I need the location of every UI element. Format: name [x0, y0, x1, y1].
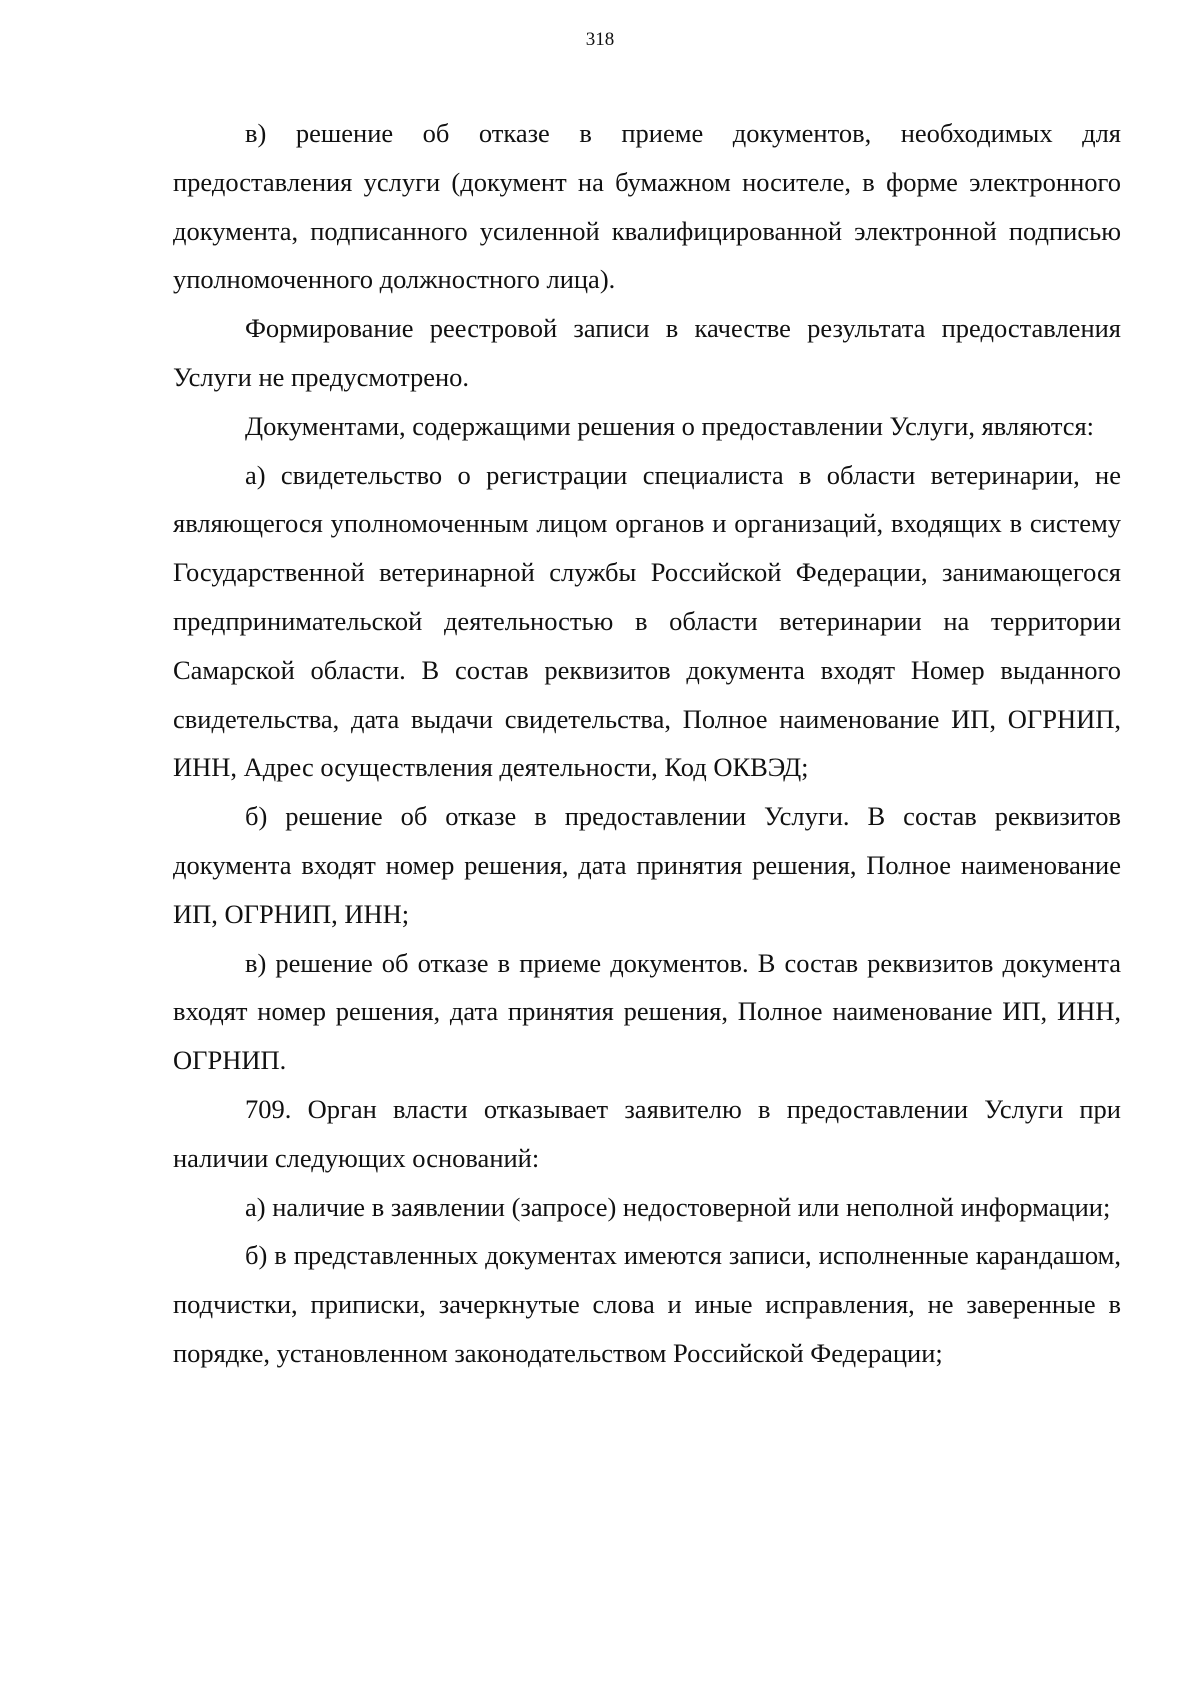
paragraph-registry-record: Формирование реестровой записи в качестве результата предоставления Услуги не предусмотрено.: [173, 313, 1121, 392]
paragraph-clause-709: 709. Орган власти отказывает заявителю в предоставлении Услуги при наличии следующих оснований:: [173, 1093, 1121, 1173]
page-number: 318: [585, 29, 615, 50]
paragraph-item-b-refusal-service: б) решение об отказе в предоставлении Услуги. В состав реквизитов документа входят номер решения, дата принятия решения, Полное наименование ИП, ОГРНИП, ИНН;: [173, 801, 1121, 929]
paragraph-item-a-certificate: а) свидетельство о регистрации специалиста в области ветеринарии, не являющегося уполномоченным лицом органов и организаций, входящих в систему Государственной ветеринарной службы Российской Федерации, занимающегося предпринимательской деятельностью в области ветеринарии на территории Самарской области. В состав реквизитов документа входят Номер выданного свидетельства, дата выдачи свидетельства, Полное наименование ИП, ОГРНИП, ИНН, Адрес осуществления деятельности, Код ОКВЭД;: [173, 459, 1121, 783]
paragraph-item-c-refusal-documents: в) решение об отказе в приеме документов. В состав реквизитов документа входят номер решения, дата принятия решения, Полное наименование ИП, ИНН, ОГРНИП.: [173, 947, 1121, 1076]
paragraph-ground-a: а) наличие в заявлении (запросе) недостоверной или неполной информации;: [245, 1191, 1111, 1222]
document-body: [173, 109, 1121, 1378]
paragraph-ground-b: б) в представленных документах имеются записи, исполненные карандашом, подчистки, приписки, зачеркнутые слова и иные исправления, не заверенные в порядке, установленном законодательством Российской Федерации;: [173, 1240, 1121, 1368]
paragraph-result-documents-intro: Документами, содержащими решения о предоставлении Услуги, являются:: [245, 410, 1095, 441]
paragraph-decision-refusal-documents: в) решение об отказе в приеме документов, необходимых для предоставления услуги (документ на бумажном носителе, в форме электронного документа, подписанного усиленной квалифицированной электронной подписью уполномоченного должностного лица).: [173, 118, 1121, 295]
